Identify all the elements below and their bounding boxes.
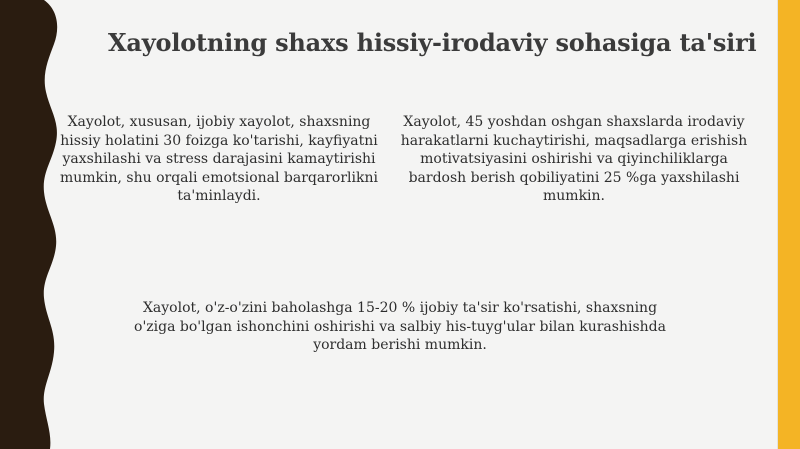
paragraph-bottom: Xayolot, o'z-o'zini baholashga 15-20 % ijobiy ta'sir ko'rsatishi, shaxsning o'ziga bo'lgan ishonchini oshirishi va salbiy his-tuyg'ular bilan kurashishda yordam berishi mumkin. xyxy=(134,300,666,353)
left-wave-decoration xyxy=(0,0,70,449)
paragraph-right: Xayolot, 45 yoshdan oshgan shaxslarda irodaviy harakatlarni kuchaytirishi, maqsadlarga erishish motivatsiyasini oshirishi va qiyinchiliklarga bardosh berish qobiliyatini 25 %ga yaxshilashi mumkin. xyxy=(400,114,748,204)
right-accent-bar xyxy=(778,0,800,449)
wave-shape xyxy=(0,0,57,449)
slide-title: Xayolotning shaxs hissiy-irodaviy sohasiga ta'siri xyxy=(108,28,757,57)
paragraph-left: Xayolot, xususan, ijobiy xayolot, shaxsning hissiy holatini 30 foizga ko'tarishi, kayfiyatni yaxshilashi va stress darajasini kamaytirishi mumkin, shu orqali emotsional barqarorlikni ta'minlaydi. xyxy=(59,114,378,204)
